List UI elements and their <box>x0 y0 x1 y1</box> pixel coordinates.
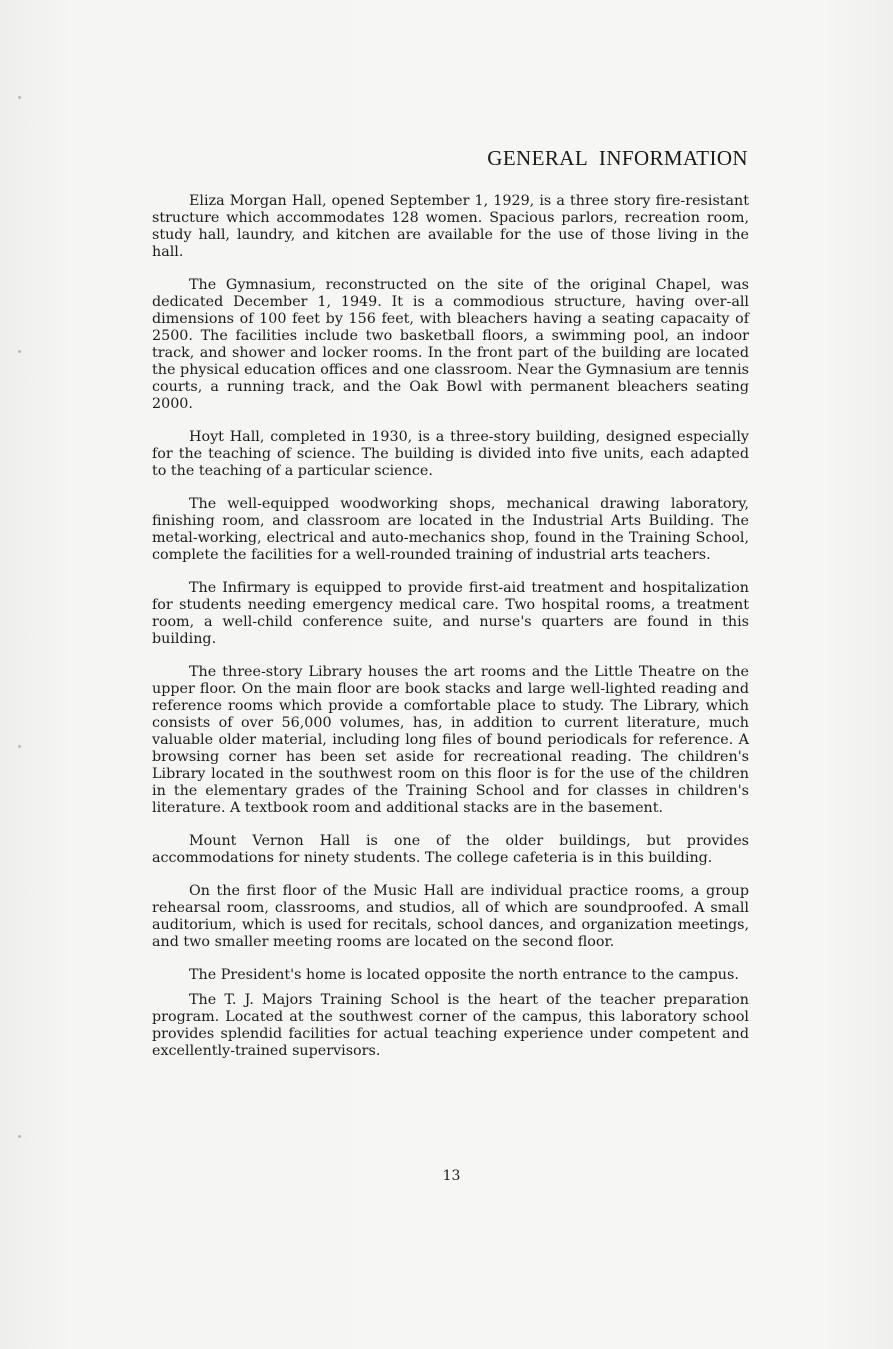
paragraph-infirmary: The Infirmary is equipped to provide first-aid treatment and hospitalization for students needing emergency medical care. Two hospital rooms, a treatment room, a well-child conference suite, and nurse's quarters are found in this building. <box>152 580 749 647</box>
paragraph-eliza-morgan-hall: Eliza Morgan Hall, opened September 1, 1929, is a three story fire-resistant structure which accommodates 128 women. Spacious parlors, recreation room, study hall, laundry, and kitchen are available for the use of those living in the hall. <box>152 193 749 260</box>
paragraph-presidents-home: The President's home is located opposite the north entrance to the campus. <box>189 967 739 983</box>
paragraph-gymnasium: The Gymnasium, reconstructed on the site of the original Chapel, was dedicated December 1, 1949. It is a commodious structure, having over-all dimensions of 100 feet by 156 feet, with bleachers having a seating capacaity of 2500. The facilities include two basketball floors, a swimming pool, an indoor track, and shower and locker rooms. In the front part of the building are located the physical education offices and one classroom. Near the Gymnasium are tennis courts, a running track, and the Oak Bowl with permanent bleachers seating 2000. <box>152 277 749 412</box>
scan-speck <box>18 1135 21 1138</box>
paragraph-training-school: The T. J. Majors Training School is the heart of the teacher preparation program. Located at the southwest corner of the campus, this laboratory school provides splendid facilities for actual teaching experience under competent and excellently-trained supervisors. <box>152 992 749 1059</box>
paragraph-library: The three-story Library houses the art rooms and the Little Theatre on the upper floor. On the main floor are book stacks and large well-lighted reading and reference rooms which provide a comfortable place to study. The Library, which consists of over 56,000 volumes, has, in addition to current literature, much valuable older material, including long files of bound periodicals for reference. A browsing corner has been set aside for recreational reading. The children's Library located in the southwest room on this floor is for the use of the children in the elementary grades of the Training School and for classes in children's literature. A textbook room and additional stacks are in the basement. <box>152 664 749 816</box>
page-heading: GENERAL INFORMATION <box>487 146 748 170</box>
body-text <box>152 193 749 1060</box>
paragraph-industrial-arts: The well-equipped woodworking shops, mechanical drawing laboratory, finishing room, and classroom are located in the Industrial Arts Building. The metal-working, electrical and auto-mechanics shop, found in the Training School, complete the facilities for a well-rounded training of industrial arts teachers. <box>152 496 749 563</box>
paragraph-hoyt-hall: Hoyt Hall, completed in 1930, is a three-story building, designed especially for the teaching of science. The building is divided into five units, each adapted to the teaching of a particular science. <box>152 429 749 479</box>
paragraph-music-hall: On the first floor of the Music Hall are individual practice rooms, a group rehearsal room, classrooms, and studios, all of which are soundproofed. A small auditorium, which is used for recitals, school dances, and organization meetings, and two smaller meeting rooms are located on the second floor. <box>152 883 749 950</box>
scan-speck <box>18 96 21 99</box>
page-number: 13 <box>442 1168 461 1184</box>
scan-speck <box>18 745 21 748</box>
scan-speck <box>18 350 21 353</box>
paragraph-mount-vernon-hall: Mount Vernon Hall is one of the older buildings, but provides accommodations for ninety students. The college cafeteria is in this building. <box>152 833 749 866</box>
